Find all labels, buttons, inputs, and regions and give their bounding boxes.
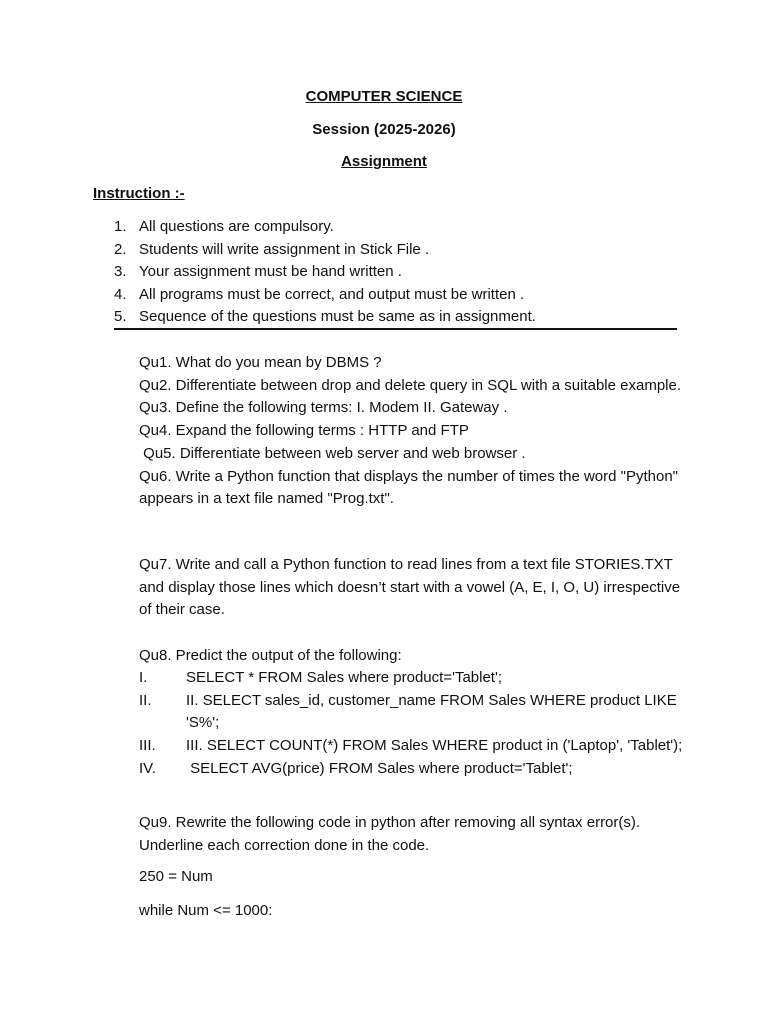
list-item-number: III. [139, 737, 156, 755]
list-item-number: 4. [114, 285, 127, 303]
list-item-text: SELECT * FROM Sales where product='Tablet'; [186, 669, 503, 686]
q8-query-list [139, 667, 684, 781]
list-item-text: All programs must be correct, and output must be written . [139, 285, 525, 303]
subject-title: COMPUTER SCIENCE [305, 88, 463, 105]
instruction-list [114, 216, 674, 329]
list-item [114, 261, 674, 284]
list-item-number: II. [139, 691, 152, 709]
list-item-text: Sequence of the questions must be same as in assignment. [139, 308, 536, 325]
list-item-number: I. [139, 669, 148, 686]
list-item-text: II. SELECT sales_id, customer_name FROM Sales WHERE product LIKE 'S%'; [186, 691, 677, 732]
list-item [114, 216, 674, 239]
assignment-title: Assignment [341, 153, 427, 170]
session-title: Session (2025-2026) [312, 121, 456, 138]
list-item-number: 2. [114, 240, 127, 258]
question-4: Qu4. Expand the following terms : HTTP and FTP [139, 422, 469, 440]
section-divider [114, 328, 677, 330]
question-6: Qu6. Write a Python function that displays the number of times the word "Python" appears in a text file named "Prog.txt". [139, 467, 678, 508]
question-3: Qu3. Define the following terms: I. Modem II. Gateway . [139, 399, 508, 417]
question-8: Qu8. Predict the output of the following: [139, 647, 402, 664]
list-item-text: Students will write assignment in Stick File . [139, 240, 430, 258]
list-item-text: All questions are compulsory. [139, 218, 334, 235]
list-item-number: 1. [114, 218, 127, 235]
list-item-text: SELECT AVG(price) FROM Sales where product='Tablet'; [186, 759, 573, 777]
question-7: Qu7. Write and call a Python function to read lines from a text file STORIES.TXT and display those lines which doesn’t start with a vowel (A, E, I, O, U) irrespective of their case. [139, 556, 681, 619]
list-item [139, 735, 684, 758]
code-line-1: 250 = Num [139, 868, 213, 885]
list-item-number: IV. [139, 759, 156, 777]
list-item [114, 306, 674, 329]
list-item [139, 690, 684, 735]
instruction-heading: Instruction :- [93, 185, 185, 202]
question-9: Qu9. Rewrite the following code in python after removing all syntax error(s). Underline each correction done in the code. [139, 814, 641, 854]
questions-block [139, 352, 684, 511]
code-line-2: while Num <= 1000: [139, 902, 273, 919]
list-item [114, 239, 674, 262]
list-item [139, 758, 684, 781]
question-2: Qu2. Differentiate between drop and delete query in SQL with a suitable example. [139, 376, 681, 394]
list-item [114, 284, 674, 307]
list-item-number: 3. [114, 263, 127, 280]
question-1: Qu1. What do you mean by DBMS ? [139, 354, 382, 371]
list-item-text: III. SELECT COUNT(*) FROM Sales WHERE product in ('Laptop', 'Tablet'); [186, 737, 683, 755]
list-item-text: Your assignment must be hand written . [139, 263, 402, 280]
list-item-number: 5. [114, 308, 127, 325]
question-5: Qu5. Differentiate between web server and web browser . [139, 444, 526, 462]
list-item [139, 667, 684, 690]
